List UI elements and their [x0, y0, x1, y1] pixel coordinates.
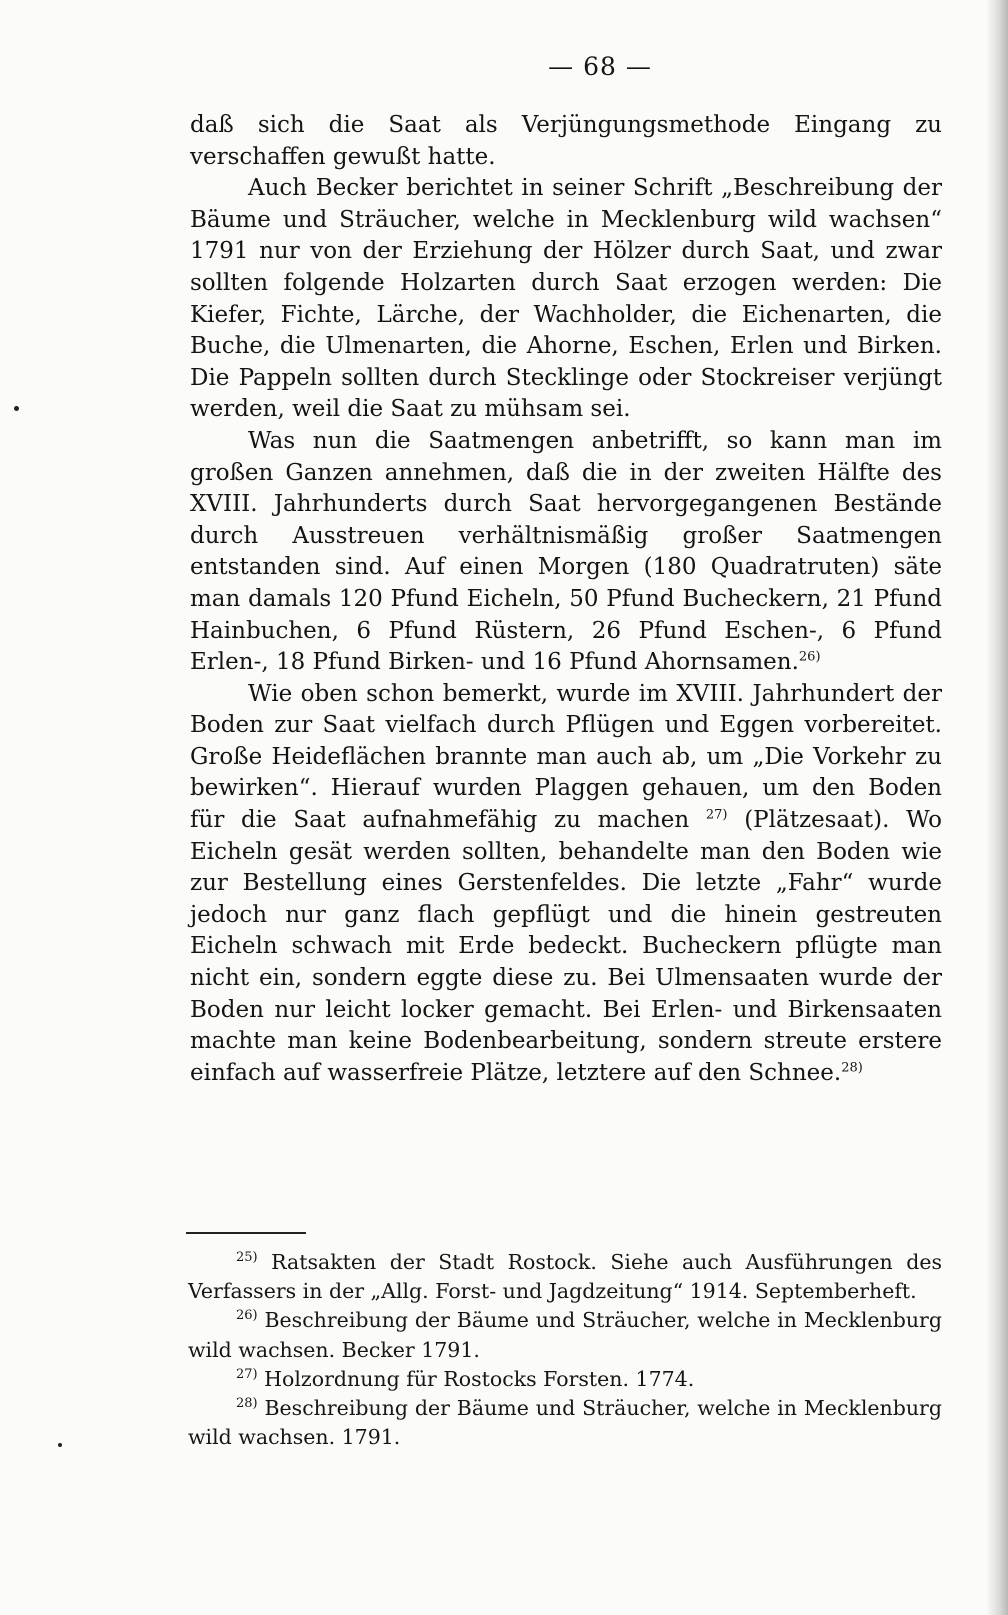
- footnote-text: Beschreibung der Bäume und Sträucher, welche in Mecklenburg wild wachsen. Becker 1791.: [188, 1308, 942, 1362]
- scan-speck: [14, 406, 19, 411]
- footnote-text: Beschreibung der Bäume und Sträucher, welche in Mecklenburg wild wachsen. 1791.: [188, 1396, 942, 1450]
- footnote-separator: [186, 1232, 306, 1234]
- footnote-ref-27: 27): [705, 807, 728, 823]
- footnote-text: Ratsakten der Stadt Rostock. Siehe auch Ausführungen des Verfassers in der „Allg. Forst- und Jagdzeitung“ 1914. Septemberheft.: [188, 1250, 942, 1304]
- paragraph-3-text: Was nun die Saatmengen anbetrifft, so kann man im großen Ganzen annehmen, daß die in der zweiten Hälfte des XVIII. Jahrhunderts durch Saat hervorgegangenen Bestände durch Ausstreuen verhältnismäßig großer Saatmengen entstanden sind. Auf einen Morgen (180 Quadratruten) säte man damals 120 Pfund Eicheln, 50 Pfund Bucheckern, 21 Pfund Hainbuchen, 6 Pfund Rüstern, 26 Pfund Eschen-, 6 Pfund Erlen-, 18 Pfund Birken- und 16 Pfund Ahornsamen.: [190, 427, 942, 676]
- footnote-27: [188, 1365, 942, 1394]
- paragraph-3: [190, 426, 942, 679]
- footnote-marker: 26): [236, 1308, 258, 1324]
- footnote-ref-26: 26): [798, 649, 821, 665]
- paragraph-1: daß sich die Saat als Verjüngungsmethode Eingang zu verschaffen gewußt hatte.: [190, 112, 942, 170]
- paragraph-4-text-a: Wie oben schon bemerkt, wurde im XVIII. Jahrhundert der Boden zur Saat vielfach durch Pflügen und Eggen vorbereitet. Große Heideflächen brannte man auch ab, um „Die Vorkehr zu bewirken“. Hierauf wurden Plaggen gehauen, um den Boden für die Saat aufnahmefähig zu machen: [190, 680, 942, 834]
- footnotes: [188, 1248, 942, 1452]
- footnote-marker: 27): [236, 1366, 258, 1382]
- footnote-ref-28: 28): [841, 1060, 863, 1076]
- scan-speck: [58, 1443, 62, 1447]
- main-text: [190, 110, 942, 1089]
- footnote-marker: 28): [236, 1396, 258, 1412]
- footnote-25: [188, 1248, 942, 1306]
- page-edge-shadow: [986, 0, 1008, 1615]
- paragraph-2: Auch Becker berichtet in seiner Schrift „Beschreibung der Bäume und Sträucher, welche in Mecklenburg wild wachsen“ 1791 nur von der Erziehung der Hölzer durch Saat, und zwar sollten folgende Holzarten durch Saat erzogen werden: Die Kiefer, Fichte, Lärche, der Wachholder, die Eichenarten, die Buche, die Ulmenarten, die Ahorne, Eschen, Erlen und Birken. Die Pappeln sollten durch Stecklinge oder Stockreiser verjüngt werden, weil die Saat zu mühsam sei.: [190, 175, 942, 423]
- footnote-28: [188, 1394, 942, 1452]
- footnote-26: [188, 1306, 942, 1364]
- footnote-marker: 25): [236, 1250, 258, 1266]
- paragraph-4: [190, 679, 942, 1090]
- page-number: — 68 —: [548, 52, 652, 81]
- footnote-text: Holzordnung für Rostocks Forsten. 1774.: [264, 1366, 695, 1391]
- paragraph-4-text-b: (Plätzesaat). Wo Eicheln gesät werden sollten, behandelte man den Boden wie zur Bestellung eines Gerstenfeldes. Die letzte „Fahr“ wurde jedoch nur ganz flach gepflügt und die hinein gestreuten Eicheln schwach mit Erde bedeckt. Bucheckern pflügte man nicht ein, sondern eggte diese zu. Bei Ulmensaaten wurde der Boden nur leicht locker gemacht. Bei Erlen- und Birkensaaten machte man keine Bodenbearbeitung, sondern streute erstere einfach auf wasserfreie Plätze, letztere auf den Schnee.: [190, 807, 943, 1086]
